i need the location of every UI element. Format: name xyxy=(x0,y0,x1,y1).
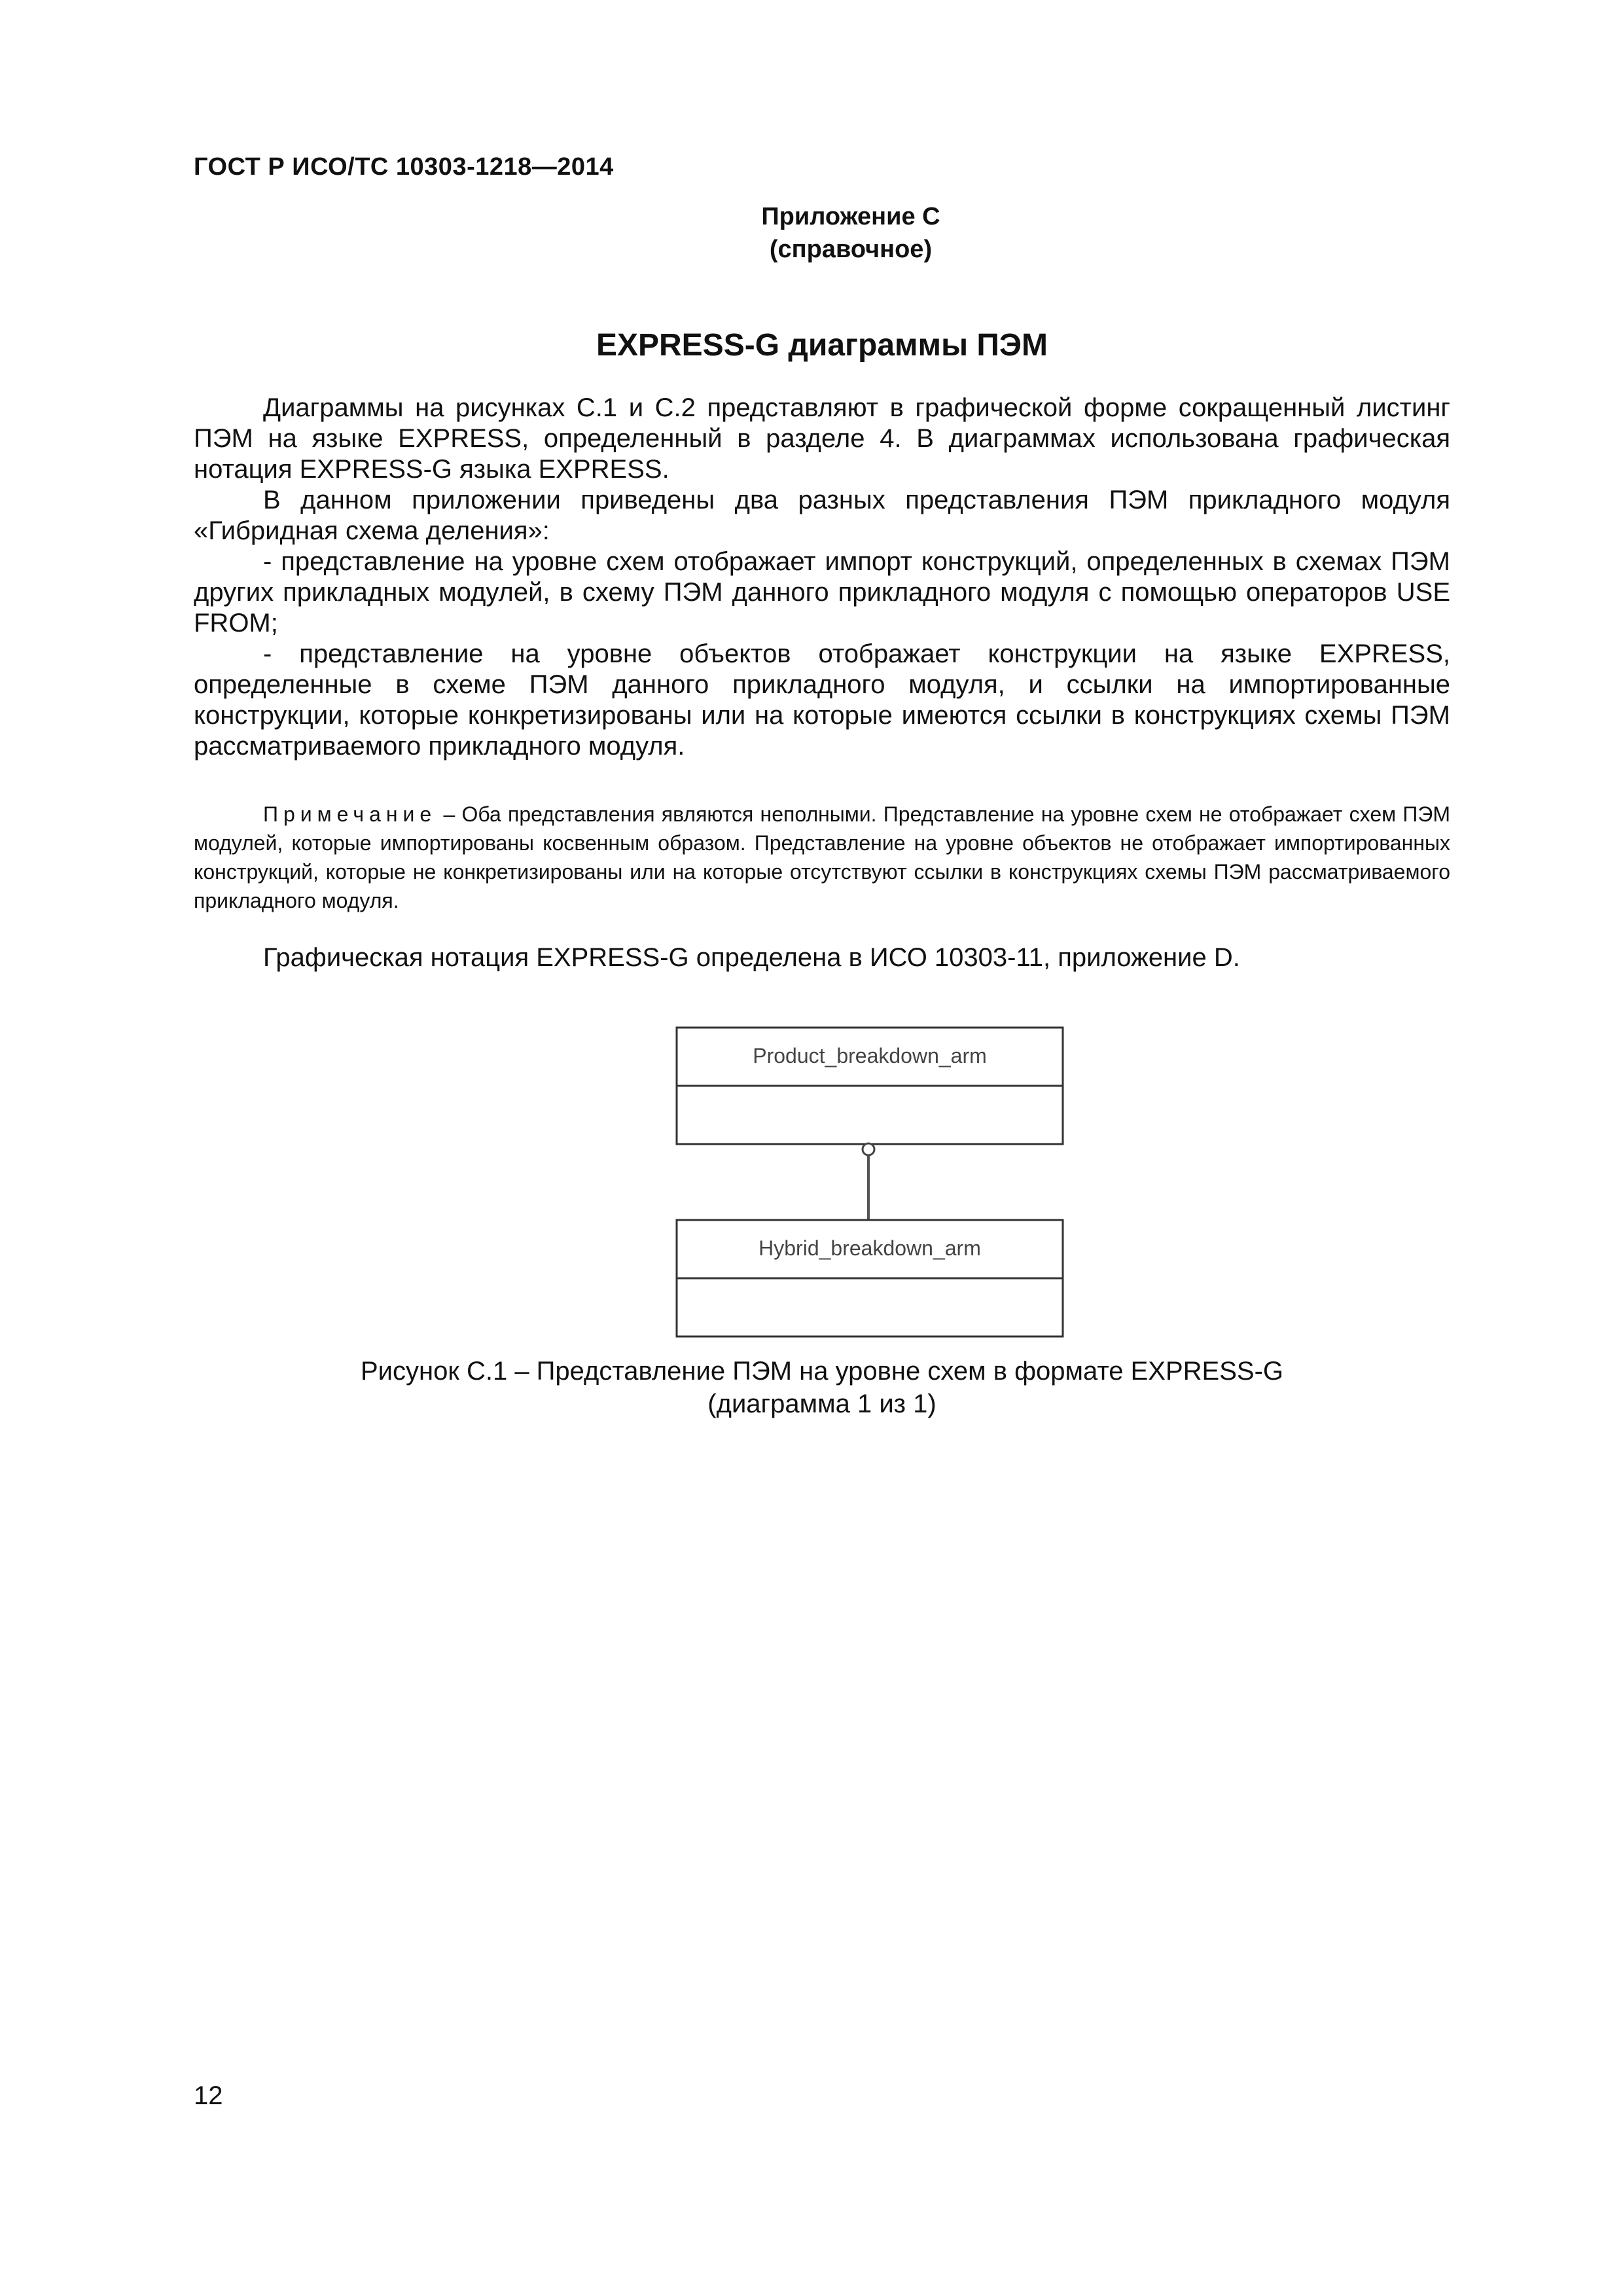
schema-name-bottom: Hybrid_breakdown_arm xyxy=(758,1236,981,1260)
appendix-label: Приложение С xyxy=(761,203,940,230)
connector-circle-icon xyxy=(863,1143,874,1155)
schema-box-bottom xyxy=(677,1220,1063,1336)
schema-box-top xyxy=(677,1028,1063,1144)
appendix-kind: (справочное) xyxy=(769,236,933,263)
body-text xyxy=(194,393,1450,762)
caption-line-1: Рисунок С.1 – Представление ПЭМ на уровне схем в формате EXPRESS-G xyxy=(360,1357,1284,1386)
paragraph: - представление на уровне схем отображает импорт конструкций, определенных в схемах ПЭМ других прикладных модулей, в схему ПЭМ данного прикладного модуля с помощью операторов USE FROM; xyxy=(194,547,1450,637)
note xyxy=(194,800,1450,915)
note-label: Примечание xyxy=(263,802,437,826)
page-number: 12 xyxy=(194,2081,223,2110)
paragraph: В данном приложении приведены два разных представления ПЭМ прикладного модуля «Гибридная схема деления»: xyxy=(194,486,1450,545)
document-header: ГОСТ Р ИСО/ТС 10303-1218—2014 xyxy=(194,153,614,181)
note-text: – Оба представления являются неполными. Представление на уровне схем не отображает схем ПЭМ модулей, которые импортированы косвенным образом. Представление на уровне объектов не отображает импортированных конструкций, которые не конкретизированы или на которые отсутствуют ссылки в конструкциях схемы ПЭМ рассматриваемого прикладного модуля. xyxy=(194,802,1450,912)
notation-text: Графическая нотация EXPRESS-G определена в ИСО 10303-11, приложение D. xyxy=(263,943,1240,972)
figure-caption xyxy=(194,1355,1450,1420)
schema-name-top: Product_breakdown_arm xyxy=(753,1044,987,1067)
paragraph: - представление на уровне объектов отображает конструкции на языке EXPRESS, определенные в схеме ПЭМ данного прикладного модуля, и ссылки на импортированные конструкции, которые конкретизированы или на которые имеются ссылки в конструкциях схемы ПЭМ рассматриваемого прикладного модуля. xyxy=(194,639,1450,761)
section-title: EXPRESS-G диаграммы ПЭМ xyxy=(596,328,1048,363)
appendix-heading xyxy=(720,200,982,266)
caption-line-2: (диаграмма 1 из 1) xyxy=(707,1390,936,1418)
paragraph: Диаграммы на рисунках С.1 и С.2 представляют в графической форме сокращенный листинг ПЭМ на языке EXPRESS, определенный в разделе 4. В диаграммах использована графическая нотация EXPRESS-G языка EXPRESS. xyxy=(194,393,1450,484)
